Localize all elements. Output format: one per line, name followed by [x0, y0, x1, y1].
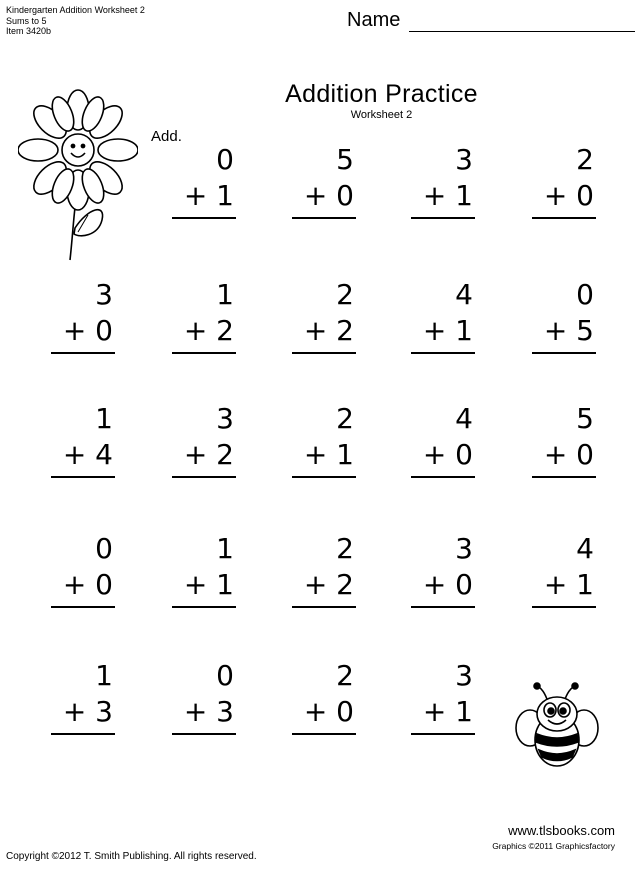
flower-icon: [18, 88, 138, 268]
problem-addend-top: 2: [576, 143, 594, 176]
answer-line[interactable]: [532, 217, 596, 219]
problem-addend-top: 3: [216, 402, 234, 435]
answer-line[interactable]: [532, 476, 596, 478]
answer-line[interactable]: [411, 733, 475, 735]
name-line[interactable]: [409, 31, 635, 32]
problem-addend-bottom: + 2: [183, 438, 234, 471]
problem-addend-top: 5: [336, 143, 354, 176]
addition-problem: [292, 278, 356, 347]
answer-line[interactable]: [532, 352, 596, 354]
problem-addend-bottom: + 1: [422, 179, 473, 212]
problem-addend-top: 1: [216, 278, 234, 311]
meta-range: Sums to 5: [6, 15, 47, 26]
problem-addend-bottom: + 0: [422, 568, 473, 601]
graphics-credit: Graphics ©2011 Graphicsfactory: [492, 841, 615, 851]
problem-addend-bottom: + 0: [62, 314, 113, 347]
problem-addend-top: 4: [455, 278, 473, 311]
problem-addend-top: 0: [95, 532, 113, 565]
answer-line[interactable]: [292, 352, 356, 354]
addition-problem: [51, 402, 115, 471]
problem-addend-top: 3: [95, 278, 113, 311]
addition-problem: [51, 278, 115, 347]
name-label: Name: [347, 9, 401, 31]
problem-addend-bottom: + 0: [303, 179, 354, 212]
problem-addend-bottom: + 0: [543, 179, 594, 212]
addition-problem: [411, 532, 475, 601]
answer-line[interactable]: [51, 352, 115, 354]
answer-line[interactable]: [411, 606, 475, 608]
answer-line[interactable]: [532, 606, 596, 608]
website-link[interactable]: www.tlsbooks.com: [508, 823, 615, 838]
answer-line[interactable]: [411, 352, 475, 354]
answer-line[interactable]: [172, 217, 236, 219]
copyright-text: Copyright ©2012 T. Smith Publishing. All rights reserved.: [6, 851, 257, 862]
addition-problem: [532, 278, 596, 347]
addition-problem: [172, 402, 236, 471]
answer-line[interactable]: [51, 733, 115, 735]
problem-addend-top: 0: [576, 278, 594, 311]
addition-problem: [292, 143, 356, 212]
page-title: Addition Practice: [285, 80, 478, 108]
problem-addend-bottom: + 2: [303, 568, 354, 601]
meta-item: Item 3420b: [6, 26, 52, 36]
problem-addend-bottom: + 2: [303, 314, 354, 347]
answer-line[interactable]: [172, 606, 236, 608]
answer-line[interactable]: [172, 476, 236, 478]
problem-addend-top: 2: [336, 532, 354, 565]
name-field[interactable]: [347, 9, 636, 37]
problem-addend-bottom: + 2: [183, 314, 234, 347]
problem-addend-bottom: + 1: [422, 695, 473, 728]
problem-addend-top: 3: [455, 659, 473, 692]
answer-line[interactable]: [172, 733, 236, 735]
addition-problem: [292, 402, 356, 471]
problem-addend-bottom: + 1: [543, 568, 594, 601]
problem-addend-bottom: + 0: [62, 568, 113, 601]
problem-addend-bottom: + 1: [303, 438, 354, 471]
addition-problem: [172, 659, 236, 728]
problem-addend-bottom: + 3: [62, 695, 113, 728]
problem-addend-top: 2: [336, 402, 354, 435]
addition-problem: [172, 278, 236, 347]
problem-addend-top: 1: [95, 659, 113, 692]
meta-title: Kindergarten Addition Worksheet 2: [6, 5, 145, 15]
answer-line[interactable]: [292, 606, 356, 608]
addition-problem: [51, 659, 115, 728]
problem-addend-bottom: + 0: [303, 695, 354, 728]
problem-addend-top: 2: [336, 659, 354, 692]
answer-line[interactable]: [292, 476, 356, 478]
bee-icon: [512, 682, 602, 772]
addition-problem: [172, 143, 236, 212]
answer-line[interactable]: [292, 733, 356, 735]
answer-line[interactable]: [51, 476, 115, 478]
problem-addend-top: 3: [455, 143, 473, 176]
addition-problem: [411, 143, 475, 212]
problem-addend-top: 4: [576, 532, 594, 565]
addition-problem: [532, 143, 596, 212]
problem-addend-top: 0: [216, 659, 234, 692]
answer-line[interactable]: [411, 217, 475, 219]
worksheet-meta: [6, 5, 145, 37]
addition-problem: [51, 532, 115, 601]
problem-addend-top: 0: [216, 143, 234, 176]
page-subtitle: Worksheet 2: [350, 109, 413, 121]
problem-addend-bottom: + 0: [422, 438, 473, 471]
problem-addend-top: 4: [455, 402, 473, 435]
addition-problem: [532, 402, 596, 471]
answer-line[interactable]: [292, 217, 356, 219]
problem-addend-bottom: + 4: [62, 438, 113, 471]
problem-addend-bottom: + 3: [183, 695, 234, 728]
addition-problem: [532, 532, 596, 601]
addition-problem: [172, 532, 236, 601]
addition-problem: [292, 532, 356, 601]
addition-problem: [292, 659, 356, 728]
problem-addend-top: 3: [455, 532, 473, 565]
addition-problem: [411, 659, 475, 728]
problem-addend-top: 1: [95, 402, 113, 435]
problem-addend-bottom: + 0: [543, 438, 594, 471]
problem-addend-bottom: + 5: [543, 314, 594, 347]
addition-problem: [411, 402, 475, 471]
problem-addend-top: 5: [576, 402, 594, 435]
problem-addend-bottom: + 1: [183, 179, 234, 212]
answer-line[interactable]: [411, 476, 475, 478]
addition-problem: [411, 278, 475, 347]
problem-addend-top: 1: [216, 532, 234, 565]
problem-addend-bottom: + 1: [422, 314, 473, 347]
problem-addend-bottom: + 1: [183, 568, 234, 601]
answer-line[interactable]: [51, 606, 115, 608]
problem-addend-top: 2: [336, 278, 354, 311]
instruction: Add.: [151, 128, 182, 145]
answer-line[interactable]: [172, 352, 236, 354]
